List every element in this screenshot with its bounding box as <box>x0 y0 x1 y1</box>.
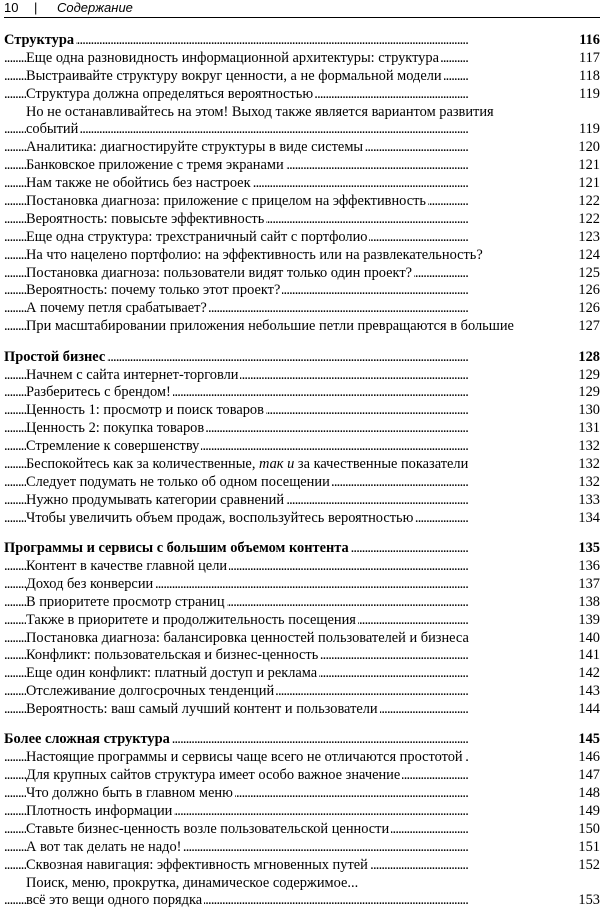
entry-title-part: за качественные показатели <box>294 455 469 472</box>
toc-entry[interactable] <box>4 175 600 193</box>
toc-entry[interactable] <box>4 367 600 385</box>
entry-page-number: 122 <box>578 210 600 227</box>
toc-entry[interactable] <box>4 86 600 104</box>
entry-page-number: 146 <box>578 749 600 766</box>
entry-title: Разберитесь с брендом! <box>26 384 171 401</box>
toc-entry[interactable] <box>4 492 600 510</box>
toc-entry[interactable] <box>4 701 600 719</box>
entry-title: Структура должна определяться вероятностью <box>26 85 314 102</box>
toc-entry[interactable] <box>4 510 600 528</box>
chapter-title: Структура <box>4 32 75 48</box>
entry-title: Еще одна разновидность информационной архитектуры: структура <box>26 49 439 66</box>
toc-entry[interactable] <box>4 157 600 175</box>
entry-title: Еще один конфликт: платный доступ и реклама <box>26 665 318 682</box>
entry-page-number: 119 <box>578 121 600 138</box>
entry-title: Конфликт: пользовательская и бизнес-ценность <box>26 647 319 664</box>
toc-chapter-entry[interactable] <box>4 32 600 50</box>
entry-page-number: 125 <box>578 264 600 281</box>
toc-entry[interactable] <box>4 576 600 594</box>
chapter-page-number: 135 <box>578 540 600 557</box>
entry-title: Что должно быть в главном меню <box>26 785 233 802</box>
entry-title: Выстраивайте структуру вокруг ценности, а не формальной модели <box>26 67 442 84</box>
entry-title: Для крупных сайтов структура имеет особо важное значение <box>26 767 401 784</box>
entry-title: всё это вещи одного порядка <box>26 892 203 909</box>
chapter-title: Программы и сервисы с большим объемом контента <box>4 540 349 557</box>
entry-title: При масштабировании приложения небольшие петли превращаются в большие <box>26 318 514 335</box>
entry-title: В приоритете просмотр страниц <box>26 593 225 610</box>
toc-entry[interactable] <box>4 300 600 318</box>
entry-page-number: 126 <box>578 282 600 299</box>
entry-page-number: 132 <box>578 438 600 455</box>
toc-entry[interactable] <box>4 456 600 474</box>
toc-entry[interactable] <box>4 803 600 821</box>
entry-page-number: 148 <box>578 785 600 802</box>
toc-entry[interactable] <box>4 229 600 247</box>
toc-entry[interactable] <box>4 683 600 701</box>
toc-entry[interactable] <box>4 749 600 767</box>
entry-title: Стремление к совершенству <box>26 438 200 455</box>
entry-page-number: 150 <box>578 820 600 837</box>
toc-entry[interactable] <box>4 875 600 893</box>
entry-title: Ставьте бизнес-ценность возле пользовательской ценности <box>26 820 390 837</box>
toc-section <box>4 32 600 336</box>
entry-title: Доход без конверсии <box>26 575 154 592</box>
entry-page-number: 119 <box>578 85 600 102</box>
entry-page-number: 141 <box>578 647 600 664</box>
entry-title: Вероятность: повысьте эффективность <box>26 210 265 227</box>
entry-title: Отслеживание долгосрочных тенденций <box>26 683 275 700</box>
entry-page-number: 124 <box>578 246 600 263</box>
toc-entry[interactable] <box>4 767 600 785</box>
toc-chapter-entry[interactable] <box>4 731 600 749</box>
entry-title: Нужно продумывать категории сравнений <box>26 491 285 508</box>
entry-title: Контент в качестве главной цели <box>26 557 228 574</box>
toc-entry[interactable] <box>4 193 600 211</box>
toc-entry[interactable] <box>4 474 600 492</box>
entry-title: Сквозная навигация: эффективность мгновенных путей <box>26 856 368 873</box>
entry-page-number: 118 <box>578 67 600 84</box>
toc-entry[interactable] <box>4 121 600 139</box>
entry-page-number: 121 <box>578 175 600 192</box>
entry-title: Еще одна структура: трехстраничный сайт с портфолио <box>26 228 368 245</box>
entry-title: На что нацелено портфолио: на эффективность или на развлекательность? <box>26 246 483 263</box>
chapter-page-number: 145 <box>578 731 600 748</box>
entry-title: Чтобы увеличить объем продаж, воспользуйтесь вероятностью <box>26 509 414 526</box>
chapter-page-number: 116 <box>579 32 600 48</box>
entry-page-number: 126 <box>578 300 600 317</box>
entry-page-number: 140 <box>578 629 600 646</box>
entry-title: Поиск, меню, прокрутка, динамическое содержимое... <box>26 874 359 891</box>
entry-page-number: 120 <box>578 139 600 156</box>
entry-title: Постановка диагноза: балансировка ценностей пользователей и бизнеса <box>26 629 469 646</box>
toc-entry[interactable] <box>4 785 600 803</box>
entry-page-number: 153 <box>578 892 600 909</box>
entry-page-number: 123 <box>578 228 600 245</box>
toc-entry[interactable] <box>4 282 600 300</box>
entry-title: Вероятность: почему только этот проект? <box>26 282 281 299</box>
entry-title: Ценность 1: просмотр и поиск товаров <box>26 402 264 419</box>
toc-entry[interactable] <box>4 402 600 420</box>
entry-page-number: 132 <box>578 473 600 490</box>
toc-entry[interactable] <box>4 265 600 283</box>
toc-entry[interactable] <box>4 384 600 402</box>
header-separator: | <box>34 0 38 15</box>
entry-title: Настоящие программы и сервисы чаще всего не отличаются простотой <box>26 749 463 766</box>
entry-page-number: 129 <box>578 384 600 401</box>
toc-entry[interactable] <box>4 104 600 122</box>
entry-title: Но не останавливайтесь на этом! Выход также является вариантом развития <box>26 103 494 120</box>
entry-title: Нам также не обойтись без настроек <box>26 175 251 192</box>
entry-page-number: 132 <box>578 455 600 472</box>
entry-page-number: 152 <box>578 856 600 873</box>
header-title: Содержание <box>57 0 133 15</box>
toc-entry[interactable] <box>4 139 600 157</box>
page-number: 10 <box>4 0 19 15</box>
entry-title: Аналитика: диагностируйте структуры в виде системы <box>26 139 364 156</box>
entry-title: событий <box>26 121 79 138</box>
entry-title: Постановка диагноза: пользователи видят только один проект? <box>26 264 412 281</box>
toc-chapter-entry[interactable] <box>4 540 600 558</box>
entry-title: Также в приоритете и продолжительность посещения <box>26 611 356 628</box>
entry-page-number: 129 <box>578 366 600 383</box>
toc-section <box>4 731 600 910</box>
toc-entry[interactable] <box>4 647 600 665</box>
entry-page-number: 134 <box>578 509 600 526</box>
toc-entry[interactable] <box>4 857 600 875</box>
entry-title-part: Беспокойтесь как за количественные, <box>26 455 260 472</box>
table-of-contents <box>4 32 600 910</box>
toc-entry[interactable] <box>4 839 600 857</box>
chapter-title: Простой бизнес <box>4 348 106 365</box>
toc-section <box>4 349 600 528</box>
entry-title: А вот так делать не надо! <box>26 838 182 855</box>
entry-page-number: 144 <box>578 701 600 718</box>
entry-page-number: 130 <box>578 402 600 419</box>
toc-section <box>4 540 600 719</box>
entry-title: Начнем с сайта интернет-торговли <box>26 366 239 383</box>
entry-page-number: 131 <box>578 420 600 437</box>
entry-title: Вероятность: ваш самый лучший контент и пользователи <box>26 701 378 718</box>
entry-page-number: 127 <box>578 318 600 335</box>
entry-title <box>26 456 470 472</box>
entry-page-number: 122 <box>578 193 600 210</box>
entry-title: Постановка диагноза: приложение с прицелом на эффективность <box>26 193 426 210</box>
toc-entry[interactable] <box>4 211 600 229</box>
toc-entry[interactable] <box>4 420 600 438</box>
toc-chapter-entry[interactable] <box>4 349 600 367</box>
entry-page-number: 138 <box>578 593 600 610</box>
toc-entry[interactable] <box>4 438 600 456</box>
entry-title: Ценность 2: покупка товаров <box>26 420 205 437</box>
toc-entry[interactable] <box>4 630 600 648</box>
entry-page-number: 121 <box>578 157 600 174</box>
toc-entry[interactable] <box>4 247 600 265</box>
toc-entry[interactable] <box>4 665 600 683</box>
toc-entry[interactable] <box>4 821 600 839</box>
entry-page-number: 139 <box>578 611 600 628</box>
entry-page-number: 147 <box>578 767 600 784</box>
toc-entry[interactable] <box>4 594 600 612</box>
entry-page-number: 151 <box>578 838 600 855</box>
entry-title: Следует подумать не только об одном посещении <box>26 473 330 490</box>
entry-page-number: 142 <box>578 665 600 682</box>
toc-entry[interactable] <box>4 50 600 68</box>
entry-page-number: 136 <box>578 557 600 574</box>
toc-entry[interactable] <box>4 892 600 910</box>
entry-page-number: 143 <box>578 683 600 700</box>
entry-title: Банковское приложение с тремя экранами <box>26 157 284 174</box>
entry-title-emphasis: так и <box>259 455 295 472</box>
entry-page-number: 149 <box>578 803 600 820</box>
entry-page-number: 117 <box>578 49 600 66</box>
entry-page-number: 137 <box>578 575 600 592</box>
chapter-title: Более сложная структура <box>4 731 170 748</box>
toc-entry[interactable] <box>4 318 600 336</box>
toc-entry[interactable] <box>4 68 600 86</box>
toc-entry[interactable] <box>4 558 600 576</box>
entry-title: Плотность информации <box>26 803 173 820</box>
toc-entry[interactable] <box>4 612 600 630</box>
entry-page-number: 133 <box>578 491 600 508</box>
chapter-page-number: 128 <box>578 348 600 365</box>
running-header <box>4 0 600 18</box>
entry-title: А почему петля срабатывает? <box>26 300 207 317</box>
